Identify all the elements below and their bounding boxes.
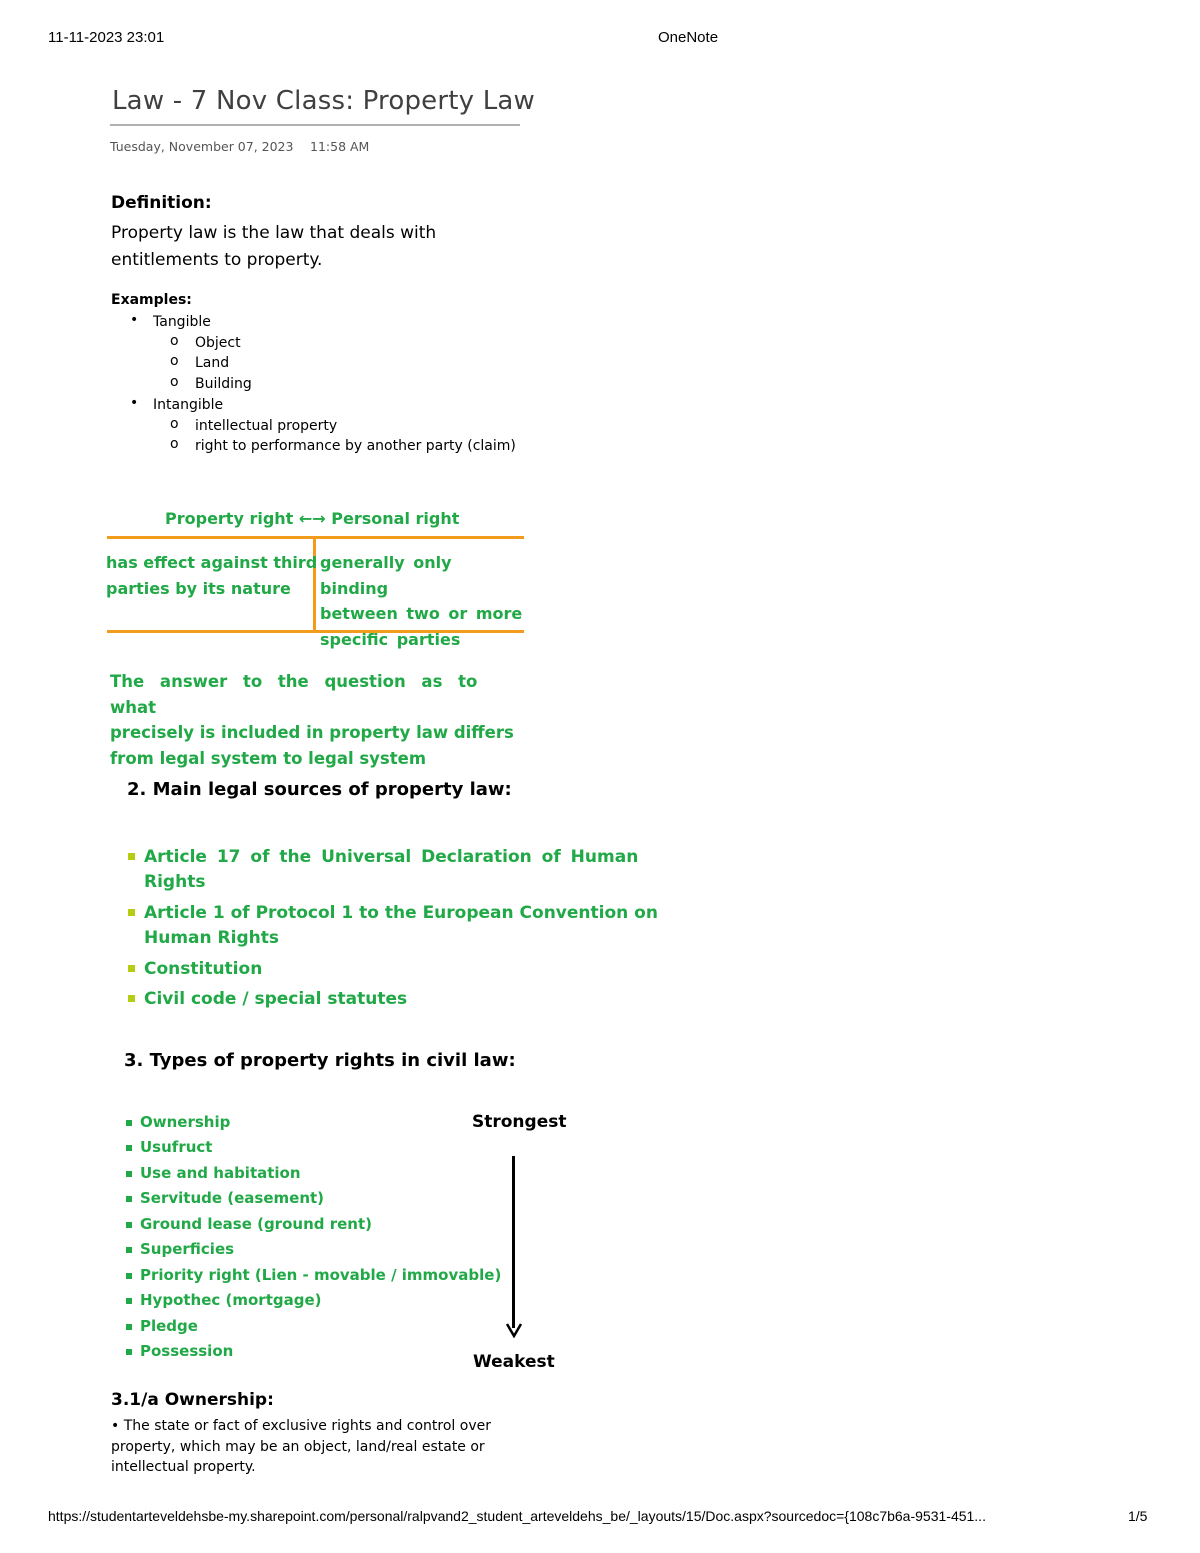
square-bullet: [126, 1171, 132, 1177]
source-item: Constitution: [144, 959, 263, 979]
ownership-line: intellectual property.: [111, 1459, 256, 1475]
bullet-circle: o: [170, 436, 179, 452]
cell-line: specific parties: [320, 629, 461, 649]
source-item: [144, 901, 658, 951]
square-bullet: [126, 1222, 132, 1228]
note-line: precisely is included in property law differs: [110, 723, 514, 742]
type-item: Superficies: [140, 1240, 235, 1258]
square-bullet: [126, 1247, 132, 1253]
square-bullet: [128, 995, 135, 1002]
page-title: Law - 7 Nov Class: Property Law: [112, 86, 535, 116]
source-line: Article 1 of Protocol 1 to the European Convention on: [144, 903, 658, 923]
type-item: Priority right (Lien - movable / immovable): [140, 1266, 502, 1284]
square-bullet: [126, 1273, 132, 1279]
definition-line-2: entitlements to property.: [111, 250, 323, 270]
bullet-dot: •: [130, 312, 139, 328]
square-bullet: [126, 1298, 132, 1304]
list-item-intangible: Intangible: [153, 397, 224, 413]
list-item: Land: [195, 355, 230, 371]
list-item: Object: [195, 335, 241, 351]
section-heading-sources: 2. Main legal sources of property law:: [127, 779, 512, 800]
cell-line: parties by its nature: [106, 578, 291, 598]
section-heading-types: 3. Types of property rights in civil law:: [124, 1050, 516, 1071]
ownership-text: [111, 1416, 501, 1478]
square-bullet: [126, 1349, 132, 1355]
ownership-heading: 3.1/a Ownership:: [111, 1390, 274, 1410]
print-app-name: OneNote: [658, 29, 719, 46]
comparison-heading: Property right ←→ Personal right: [165, 509, 460, 528]
title-underline: [110, 124, 520, 126]
ownership-line: • The state or fact of exclusive rights and control over: [111, 1418, 491, 1434]
bullet-circle: o: [170, 333, 179, 349]
type-item: Usufruct: [140, 1138, 213, 1156]
type-item: Use and habitation: [140, 1164, 301, 1182]
square-bullet: [126, 1196, 132, 1202]
note-line: from legal system to legal system: [110, 748, 427, 768]
square-bullet: [126, 1120, 132, 1126]
definition-heading: Definition:: [111, 193, 212, 213]
source-item: Civil code / special statutes: [144, 989, 408, 1009]
square-bullet: [126, 1324, 132, 1330]
examples-heading: Examples:: [111, 292, 192, 308]
bullet-circle: o: [170, 416, 179, 432]
print-url: https://studentarteveldehsbe-my.sharepoint.com/personal/ralpvand2_student_arteveldehs_be/_layouts/15/Doc.aspx?sourcedoc={108c7b6a-9531-451...: [48, 1508, 986, 1524]
print-timestamp: 11-11-2023 23:01: [48, 29, 165, 46]
list-item: intellectual property: [195, 418, 338, 434]
source-line: Rights: [144, 872, 206, 892]
definition-text: [111, 220, 471, 274]
bullet-circle: o: [170, 374, 179, 390]
ownership-line: property, which may be an object, land/real estate or: [111, 1438, 485, 1455]
page-date: Tuesday, November 07, 2023: [110, 139, 294, 154]
definition-line-1: Property law is the law that deals with: [111, 223, 437, 243]
list-item: right to performance by another party (claim): [195, 438, 516, 454]
page-number: 1/5: [1128, 1508, 1148, 1524]
note-paragraph: [110, 669, 520, 771]
square-bullet: [128, 909, 135, 916]
cell-line: generally only binding: [320, 553, 452, 598]
strongest-label: Strongest: [472, 1112, 567, 1132]
type-item: Servitude (easement): [140, 1189, 325, 1207]
bullet-dot: •: [130, 395, 139, 411]
arrow-down-icon: [505, 1322, 523, 1338]
square-bullet: [128, 853, 135, 860]
type-item: Possession: [140, 1342, 234, 1360]
list-item: Building: [195, 376, 252, 392]
square-bullet: [126, 1145, 132, 1151]
weakest-label: Weakest: [473, 1352, 555, 1372]
bullet-circle: o: [170, 353, 179, 369]
source-line: Article 17 of the Universal Declaration of Human: [144, 847, 639, 867]
type-item: Hypothec (mortgage): [140, 1291, 322, 1309]
note-line: The answer to the question as to what: [110, 672, 478, 717]
page-time: 11:58 AM: [310, 139, 370, 154]
cell-line: between two or more: [320, 604, 523, 623]
source-line: Human Rights: [144, 928, 279, 948]
strength-arrow-shaft: [512, 1156, 515, 1328]
square-bullet: [128, 965, 135, 972]
source-item: [144, 845, 638, 895]
cell-line: has effect against third: [106, 553, 318, 572]
table-cell-personal-right: [320, 550, 524, 652]
type-item: Pledge: [140, 1317, 198, 1335]
type-item: Ground lease (ground rent): [140, 1215, 372, 1233]
type-item: Ownership: [140, 1113, 231, 1131]
table-cell-property-right: [106, 550, 317, 601]
list-item-tangible: Tangible: [153, 314, 211, 330]
